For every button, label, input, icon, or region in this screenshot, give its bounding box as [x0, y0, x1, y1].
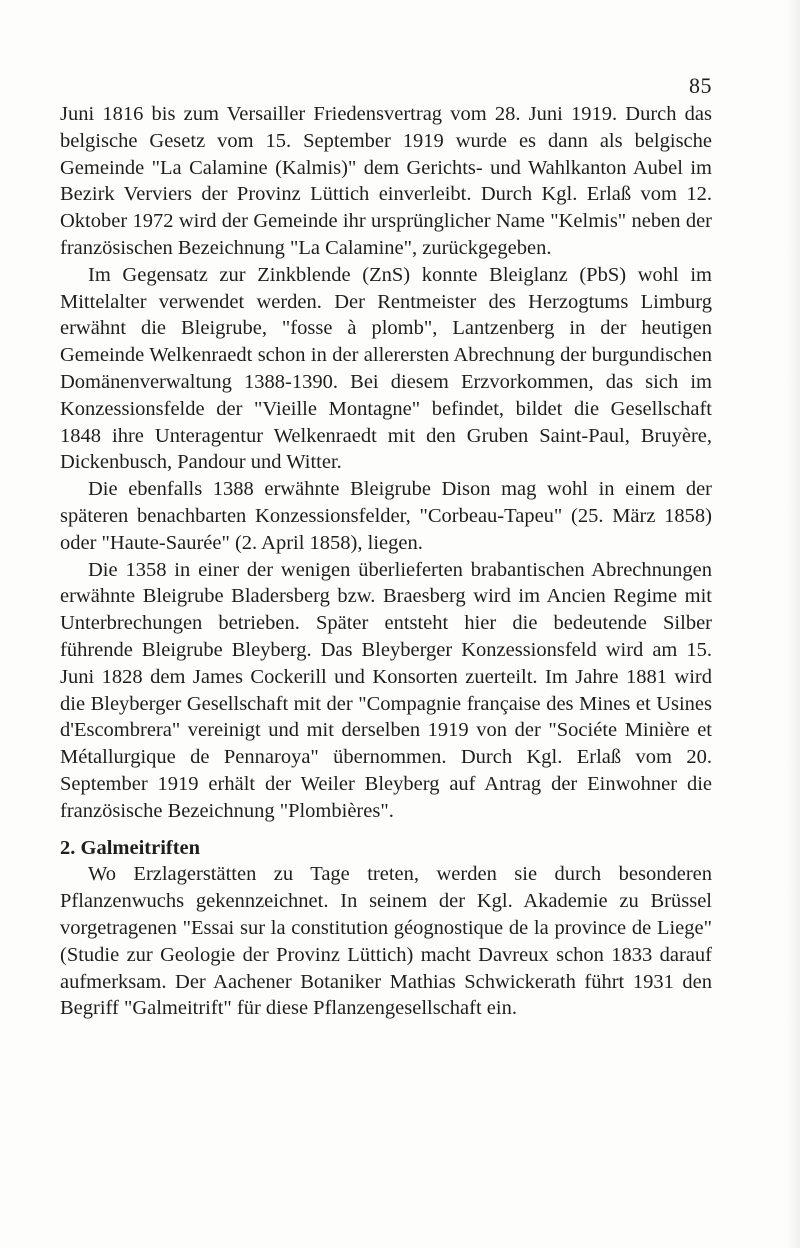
body-text: [60, 101, 712, 1022]
paragraph-4: Die 1358 in einer der wenigen überlieferten brabantischen Abrechnungen erwähnte Bleigrube Bladersberg bzw. Braesberg wird im Ancien Regime mit Unterbrechungen betrieben. Später entsteht hier die bedeutende Silber führende Bleigrube Bleyberg. Das Bleyberger Konzessionsfeld wird am 15. Juni 1828 dem James Cockerill und Konsorten zuerteilt. Im Jahre 1881 wird die Bleyberger Gesellschaft mit der "Compagnie française des Mines et Usines d'Escombrera" vereinigt und mit derselben 1919 von der "Sociéte Minière et Métallurgique de Pennaroya" übernommen. Durch Kgl. Erlaß vom 20. September 1919 erhält der Weiler Bleyberg auf Antrag der Einwohner die französische Bezeichnung "Plombières".: [60, 558, 712, 822]
paragraph-1: Juni 1816 bis zum Versailler Friedensvertrag vom 28. Juni 1919. Durch das belgische Gesetz vom 15. September 1919 wurde es dann als belgische Gemeinde "La Calamine (Kalmis)" dem Gerichts- und Wahlkanton Aubel im Bezirk Verviers der Provinz Lüttich einverleibt. Durch Kgl. Erlaß vom 12. Oktober 1972 wird der Gemeinde ihr ursprünglicher Name "Kelmis" neben der französischen Bezeichnung "La Calamine", zurückgegeben.: [60, 103, 712, 259]
section-heading: 2. Galmeitriften: [60, 836, 201, 859]
section-paragraph: Wo Erzlagerstätten zu Tage treten, werden sie durch besonderen Pflanzenwuchs gekennzeichnet. In seinem der Kgl. Akademie zu Brüssel vorgetragenen "Essai sur la constitution géognostique de la province de Liege" (Studie zur Geologie der Provinz Lüttich) macht Davreux schon 1833 darauf aufmerksam. Der Aachener Botaniker Mathias Schwickerath führt 1931 den Begriff "Galmeitrift" für diese Pflanzengesellschaft ein.: [60, 863, 712, 1020]
paragraph-2: Im Gegensatz zur Zinkblende (ZnS) konnte Bleiglanz (PbS) wohl im Mittelalter verwendet werden. Der Rentmeister des Herzogtums Limburg erwähnt die Bleigrube, "fosse à plomb", Lantzenberg in der heutigen Gemeinde Welkenraedt schon in der allerersten Abrechnung der burgundischen Domänenverwaltung 1388-1390. Bei diesem Erzvorkommen, das sich im Konzessionsfelde der "Vieille Montagne" befindet, bildet die Gesellschaft 1848 ihre Unteragentur Welkenraedt mit den Gruben Saint-Paul, Bruyère, Dickenbusch, Pandour und Witter.: [60, 263, 712, 474]
page-number: 85: [689, 73, 712, 98]
paragraph-3: Die ebenfalls 1388 erwähnte Bleigrube Dison mag wohl in einem der späteren benachbarten Konzessionsfelder, "Corbeau-Tapeu" (25. März 1858) oder "Haute-Saurée" (2. April 1858), liegen.: [60, 478, 712, 554]
page-edge-shadow: [786, 0, 800, 1248]
